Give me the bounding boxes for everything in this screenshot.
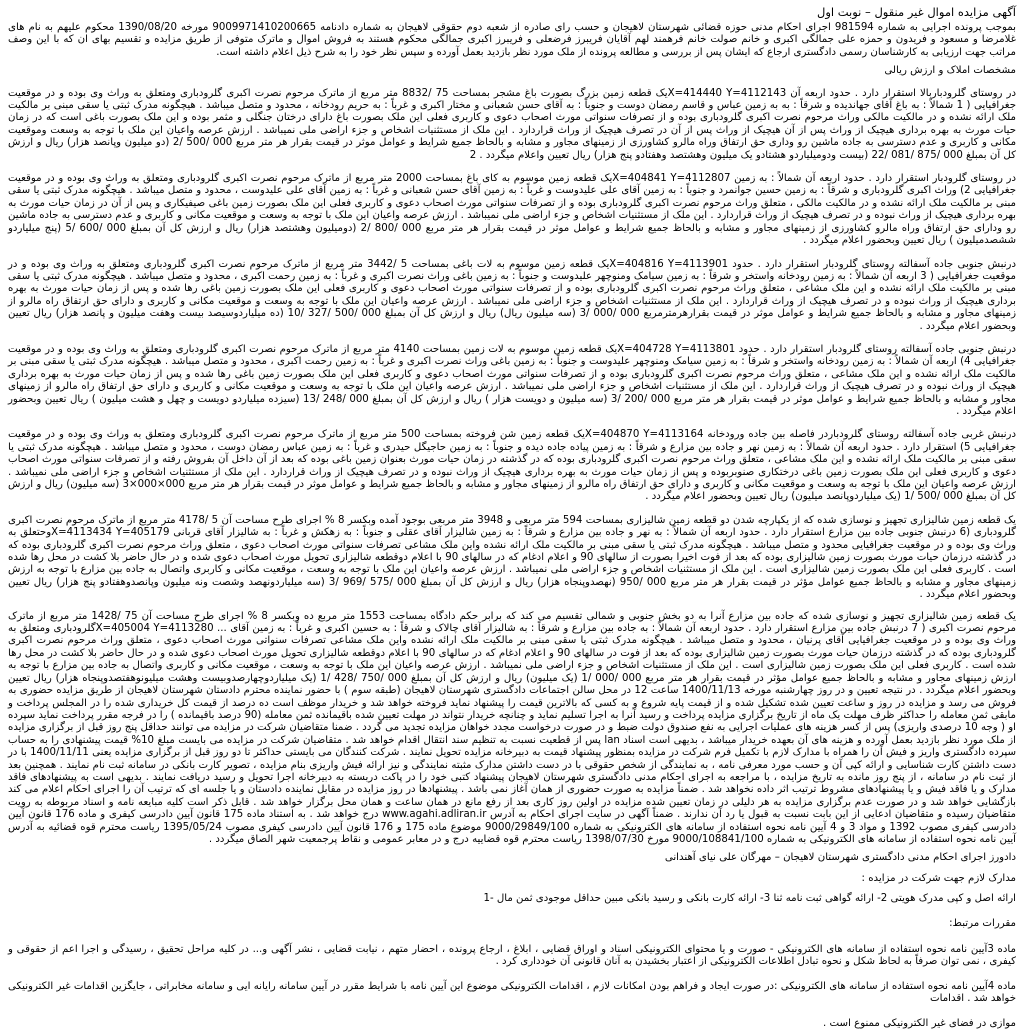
specs-heading: مشخصات املاک و ارزش ریالی bbox=[884, 65, 1016, 77]
property-item-3: درنبش جنوبی جاده آسفالته روستای گلرودبار استقرار دارد . حدود X=404816 Y=4113901یک قطعه زمین موسوم به لات باغی بمساحت 5 /3442 متر مربع از ماترک مرحوم نصرت اکبری گلرودباری ومتعلق به وراث وی بوده و در موقعیت جغرافیایی ( 3 اربعه آن شمالاً : به زمین رودخانه واستخر و شرقاً : به زمین سیامک ومنوچهر علیدوست و جنوباً : به زمین باغی وراث نصرت اکبری و غرباً : به زمین رحمت اکبری ، محدود و متصل میباشد . هیچگونه مدرک ثبتی یا سقی مبنی بر مالکیت ملک ارائه نشده و این ملک مشاعی ، متعلق وراث مرحوم نصرت اکبری گلرودباری بوده و از تصرفات سنواتی مورث اصحاب دعوی و کاربری فعلی این ملک بصورت زمین باغی رها شده و پس از زمان حیات مورث به بهره برداری هیچیک از وراث نبوده و در تصرف هیچیک از وراث قراردارد . این ملک از مستثنیات اشخاص و جزء اراضی ملی نمیباشد . ارزش عرصه واعیان این ملک با توجه به وسعت و موقعیت مکانی و کاربری و دارای حق ارتفاق راه مالرو از زمینهای مجاور و مشابه و بالحاظ جمیع شرایط و عوامل موثر در قیمت بقرارهرمترمربع 000 /000 /3 (سه میلیون ریال) ریال و ارزش کل آن بمبلغ 000 /500 /327 /10 (ده میلیاردوسیصد بیست وهفت میلیون و پانصد هزار) ریال تعیین وبحضور اعلام میگردد . bbox=[8, 258, 1017, 332]
regulation-article-4: ماده 4آیین نامه نحوه استفاده از سامانه های الکترونیکی :در صورت ایجاد و فراهم بودن امکانات لازم ، اقدامات الکترونیکی موضوع این آیین نامه با شرایط مقرر در آیین سامانه رایانه ایی و سامانه مخابراتی ، جایگزین اقدامات غیر الکترونیکی خواهد شد . اقدامات bbox=[8, 980, 1016, 1005]
notice-title: آگهی مزایده اموال غیر منقول – نوبت اول bbox=[816, 5, 1016, 19]
regulations-heading: مقررات مرتبط: bbox=[949, 917, 1016, 929]
property-item-7: یک قطعه زمین شالیزاری تجهیز و نوسازی شده که جاده بین مزارع آنرا به دو بخش جنوبی و شمالی تقسیم می کند که برابر حکم دادگاه بمساحت 1553 متر مربع ده وبکسر 8 % اجرای طرح مساحت آن 75 /1428 متر مربع از ماترک مرحوم نصرت اکبری ( 7 درنبش جاده بین مزارع استقرار دارد . حدود اربعه آن شمالاً : به جاده بین مزارع و شرقاً : به شالیزار آقای چالاک و شرقاً : به حسین اکبری و غرباً : به زمین آقای ... X=405004 Y=4113280گلرودباری ومتعلق به وراث وی بوده و در موقعیت جغرافیایی آقای پرنیان ، محدود و متصل میباشد . هیچگونه مدرک ثبتی یا سقی مبنی بر مالکیت ملک ارائه نشده واین ملک مشاعی تصرفات سنواتی مورث اصحاب دعوی ، متعلق وراث مرحوم نصرت اکبری گلرودباری بوده که در گذشته درزمان حیات مورث بصورت زمین شالیزاری بوده که بعد از فوت در سالهای 90 و اعلام ادغام که در سالهای 90 با اعلام دوقطعه شالیزاری تحویل مورث اصحاب دعوی شده و در حال حاضر بلا کشت در محل رها شده است . کاربری فعلی این ملک بصورت زمین شالیزاری است . این ملک از مستثنیات اشخاص و جزء اراضی ملی نمیباشد . ارزش عرصه واعیان این ملک با توجه به وسعت ، موقعیت مکانی و کاربری واتصال به جاده بین مزارع با توجه به ارزش زمینهای مجاور و مشابه و بالحاظ جمیع عوامل مؤثر در قیمت بقرار هر متر مربع 000 /000 /1 (یک میلیون) ریال و ارزش کل آن بمبلغ 000 /750 /428 /1 (یک میلیاردوچهارصدوبیست وهشت میلیونوهفتصدوپنجاه هزار) ریال تعیین وبحضور اعلام میگردد . در نتیجه تعیین و در روز چهارشنبه مورخه 1400/11/13 ساعت 12 در محل سالن اجتماعات دادگستری شهرستان لاهیجان (طبقه سوم ) با حضور نماینده محترم دادستان شهرستان لاهیجان از طریق مزایده حضوری به فروش می رسد و مزایده در روز و ساعت تعیین شده تشکیل شده و از قیمت پایه شروع و به کسی که بالاترین قیمت را پیشنهاد نماید فروخته خواهد شد و خریدار موظف است ده درصد از قیمت کل خریداری شده را در المجلس پرداخت و مابقی ثمن معامله را حداکثر ظرف مهلت یک ماه از تاریخ برگزاری مزایده پرداخت و رسید آنرا به اجرا تسلیم نماید و چنانچه خریدار نتواند در مهلت تعیین شده باقیمانده ثمن معامله (90 درصد باقیمانده ) را در فرجه مقرر پرداخت نماید سپرده او ( وجه 10 درصدی واریزی) پس از کسر هزینه های عملیات اجرایی به نفع صندوق دولت ضبط و در صورت درخواست مجدد خواهان مزایده تجدید می گردد . ضمنا متقاضیان شرکت در مزایده می توانند حداقل پنج روز قبل از برگزاری مزایده از ملک مورد نظر بازدید بعمل آورده و هزینه های آن بعهده خریدار میباشد ، بدیهی است اسناد lan پس از قطعیت نسبت به تنظیم سند انتقال اقدام خواهد شد . متقاضیان شرکت در مزایده می بایست مبلغ 10% قیمت پیشنهادی را به حساب سپرده دادگستری واریز و فیش آن را همراه با مدارک لازم با تکمیل فرم شرکت در مزایده بمنظور پیشنهاد قیمت به دبیرخانه مزایده تحویل نمایند . شرکت کنندگان می بایستی حداکثر تا دو روز قبل از برگزاری مزایده یعنی 1400/11/11 با در دست داشتن کارت شناسایی و ارائه کپی آن و حسب مورد معرفی نامه ، به نمایندگی از شخص حقوقی با در دست داشتن مدارک مثبته نمایندگی و نیز ارائه فیش واریزی بنام مزایده ، تصویر کارت بانکی در سامانه ثبت نام نمایند . همچنین بعد از ثبت نام در سامانه ، از پنج روز مانده به تاریخ مزایده ، با مراجعه به اجرای احکام مدنی دادگستری شهرستان لاهیجان پیشنهاد کتبی خود را در پاکت دربسته به دبیرخانه اجرا تحویل و رسید دریافت نمایند . بدیهی است به پیشنهادهای فاقد مدارک و یا فاقد فیش و یا پیشنهادهای مشروط ترتیب اثر داده نخواهد شد . ضمناً مزایده به صورت حضوری از همان آغاز نمی باشد . پیشنهادها در روز مزایده در مقابل نماینده دادستان و یا جلسه ای که ترتیب آن را اجرای احکام اعلام می کند بازگشایی خواهد شد و در صورت عدم برگزاری مزایده به هر دلیلی در زمان تعیین شده مزایده در اولین روز کاری بعد از رفع مانع در همان ساعت و همان محل برگزار خواهد شد . قابل ذکر است کلیه مبایعه نامه و اسناد مربوطه به رویت متقاضیان رسیده و متقاضیان ادعایی از این بابت نسبت به قبول یا رد آن ندارند . ضمناً آگهی در سایت اجرای احکام به آدرس www.agahi.adliran.ir درج خواهد شد . به استناد ماده 175 قانون آیین دادرسی کیفری و ماده 176 قانون آیین دادرسی کیفری مصوب 1392 و مواد 3 و 4 آیین نامه نحوه استفاده از سامانه های الکترونیکی به شماره 9000/29849/100 موضوع ماده 175 و 176 قانون آیین دادرسی کیفری مصوب 1395/05/24 ریاست محترم قوه قضائیه به آدرس آیین نامه نحوه استفاده از سامانه های الکترونیکی به شماره 9000/108841/100 مورخ 1398/07/30 ریاست محترم قوه قضاییه درج و در معابر عمومی و نقاط پرجمعیت شهر الصاق میگردد . bbox=[8, 610, 1017, 845]
regulation-article-3: ماده 3آیین نامه نحوه استفاده از سامانه های الکترونیکی - صورت و یا محتوای الکترونیکی اسناد و اوراق قضایی ، ابلاغ ، ارجاع پرونده ، احضار متهم ، نیابت قضایی ، نشر آگهی و... در کلیه مراحل تحقیق ، رسیدگی و اجرا اعم از حقوقی و کیفری ، نمی توان صرفاً به لحاظ شکل و نحوه تبادل اطلاعات الکترونیکی از اعتبار بخشیدن به آنان قانونی آن خودداری کرد . bbox=[8, 944, 1016, 968]
signature-line: دادورز اجرای احکام مدنی دادگستری شهرستان لاهیجان – مهرگان علی نیای آهندانی bbox=[664, 852, 1016, 864]
regulation-article-4-continued: موازی در فضای غیر الکترونیکی ممنوع است . bbox=[823, 1017, 1016, 1029]
property-item-1: در روستای گلرودبار‌بالا استقرار دارد . حدود اربعه آن X=414440 Y=4112143یک قطعه زمین بزرگ بصورت باغ مشجر بمساحت 75 /8832 متر مربع از ماترک مرحوم نصرت اکبری گلرودباری ومتعلق به وراث وی بوده و در موقعیت جغرافیایی ( 1 شمالاً : به باغ آقای جهانديده و شرقاً : به به زمین عباس و قاسم رمضان دوست و جنوباً : به آقای حسن شعبانی و مختار اکبری و غرباً : به حریم رودخانه ، محدود و متصل میباشد . هیچگونه مدرک ثبتی یا سقی مبنی بر مالکیت ملک ارائه نشده و در مالکیت مالکی وراث مرحوم نصرت اکبری گلرودباری بوده و از تصرفات سنواتی مورث اصحاب دعوی و کاربری فعلی این ملک بصورت باغ دارای درختان جنگلی و مثمر بوده و این ملک بصورت باغی است که در زمان حیات مورث به بهره برداری هیچیک از وراث پس از آن هیچیک از وراث پس از آن در تصرف هیچیک از وراث قراردارد . این ملک از مستثنیات اشخاص و جزء اراضی ملی نمیباشد . ارزش عرصه واعیان این ملک با توجه به وسعت وموقعیت مکانی و کاربری و عدم دسترسی به جاده ماشین رو وداری حق ارتفاق وراه مالرو کشاورزی از زمینهای مجاور و مشابه و بالحاظ جمیع شرایط و عوامل موثر در قیمت بقرار هر متر مربع 000 /500 /2 (دو میلیون وپانصد هزار) ریال و ارزش کل آن بمبلغ 000 /875 /081 /22 (بیست ودومیلیاردو هشتادو یک میلیون وهشتصد وهفتادو پنج هزار) ریال تعیین واعلام میگردد . 2 bbox=[8, 87, 1017, 161]
property-item-5: درنبش غربی جاده آسفالته روستای گلرودباردر فاصله بین جاده ورودخانه X=404870 Y=4113164یک قطعه زمین شن فروخته بمساحت 500 متر مربع از ماترک مرحوم نصرت اکبری گلرودباری ومتعلق به وراث وی بوده و در موقعیت جغرافیایی 5) استقرار دارد . حدود اربعه آن شمالاً : به زمین نهر و جاده بین مزارع و شرقاً : به زمین پیاده جاده دیده و جنوباً : به زمین حاجیگل حیدری و غرباً : به زمین عباس رمضان دوست ، محدود و متصل میباشد . هیچگونه مدرک ثبتی یا سقی مبنی بر مالکیت ملک ارائه نشده و این ملک مشاعی ، متعلق وراث مرحوم نصرت اکبری گلرودباری بوده که در گذشته در زمان حیات مورث بعنوان زمین باغی بوده که بعد از آن داخل آن بفروش رفته و از تصرفات سنواتی مورث اصحاب دعوی و کاربری فعلی این ملک بصورت زمین باغی درختکاری صنوبربوده و پس از زمان حیات مورث به بهره برداری هیچیک از وراث نبوده و در تصرف هیچیک از وراث قراردارد . این ملک از مستثنیات اشخاص و جزء اراضی ملی نمیباشد . ارزش عرصه واعیان این ملک با توجه به وسعت و موقعیت مکانی و کاربری و دارای حق ارتفاق راه مالرو از زمینهای مجاور و مشابه و بالحاظ جمیع شرایط و عوامل موثر در قیمت بقرار هر متر مربع 000×000×3 (سه میلیون) ریال و ارزش کل آن بمبلغ 000 /500 /1 (یک میلیاردوپانصد میلیون) ریال تعیین وبحضور اعلام میگردد . bbox=[8, 429, 1016, 503]
requirements-list: ارائه اصل و کپی مدرک هویتی 2- ارائه گواهی ثبت نامه ثنا 3- ارائه کارت بانکی و رسید بانکی مبین حداقل موجودی ثمن مال -1 bbox=[483, 893, 1016, 905]
property-item-2: در روستای گلرودبار استقرار دارد . حدود اربعه آن شمالاً : به زمین X=404841 Y=4112807یک قطعه زمین موسوم به کای باغ بمساحت 2000 متر مربع از ماترک مرحوم نصرت اکبری گلرودباری ومتعلق به وراث وی بوده و در موقعیت جغرافیایی 2) وراث اکبری گلرودباری و شرقاً : به زمین حسین جوانمرد و جنوباً : به زمین آقای علی علیدوست و غرباً : به زمین آقای حسن شعبانی و غرباً : به زمین آقای علی علیدوست ، محدود و متصل میباشد . هیچگونه مدرک ثبتی یا سقی مبنی بر مالکیت ملک ارائه نشده و در مالکیت مالکی ، متعلق وراث مرحوم نصرت اکبری گلرودباری بوده و از تصرفات سنواتی مورث اصحاب دعوی و کاربری فعلی این ملک بصورت زمین باغی صیفیکاری و پس از آن در زمان حیات مورث به بهره برداری هیچیک از وراث نبوده و در تصرف هیچیک از وراث قراردارد . این ملک از مستثنیات اشخاص و جزء اراضی ملی نمیباشد . ارزش عرصه واعیان این ملک با توجه به وسعت و موقعیت مکانی و کاربری و عدم دسترسی به جاده ماشین رو ودارای حق ارتفاق وراه مالرو کشاورزی از زمینهای مجاور و مشابه و بالحاظ جمیع شرایط و عوامل موثر در قیمت بقرار هر متر مربع 000 /800 /2 (دومیلیون وهشتصد هزار) ریال و ارزش کل آن بمبلغ 000 /600 /5 (پنج میلیاردو ششصدمیلیون ) ریال تعیین وبحضور اعلام میگردد . bbox=[8, 173, 1017, 247]
property-item-6: یک قطعه زمین شالیزاری تجهیز و نوسازی شده که از یکپارچه شدن دو قطعه زمین شالیزاری بمساحت 594 متر مربعی و 3948 متر مربعی بوجود آمده وبکسر 8 % اجرای طرح مساحت آن 5 /4178 متر مربع از ماترک مرحوم نصرت اکبری گلرودباری (6 درنبش جنوبی جاده بین مزارع استقرار دارد . حدود اربعه آن شمالاً : به نهر و جاده بین مزارع و شرقاً : به زمین شالیزار آقای عقلی و جنوباً : به زهکش و غرباً : به شالیزار آقای قربانی X=4113434 Y=405179وحتعلق به وراث وی بوده و در موقعیت جغرافیایی محدود و متصل میباشد . هیچگونه مدرک ثبتی یا سقی مبنی بر مالکیت ملک ارائه نشده واین ملک مشاعی تصرفات سنواتی مورث اصحاب دعوی ، متعلق وراث مرحوم نصرت اکبری گلرودباری بوده که در گذشته درزمان حیات مورث بصورت زمین شالیزاری بوده که بعد از فوت اخیرا بصورت از سالهای 90 و اعلام ادغام که در سالهای 90 با اعلام دوقطعه شالیزاری تحویل مورث اصحاب دعوی شده و در حال حاضر بلا کشت در محل رها شده است . کاربری فعلی این ملک بصورت زمین شالیزاری است . این ملک از مستثنیات اشخاص و جزء اراضی ملی نمیباشد . ارزش عرصه واعیان این ملک با توجه به وسعت ، موقعیت مکانی و کاربری واتصال به جاده بین مزارع با توجه به ارزش زمینهای مجاور و مشابه و بالحاظ جمیع عوامل مؤثر در قیمت بقرار هر متر مربع 000 /950 (نهصدوپنجاه هزار) ریال و ارزش کل آن بمبلغ 000 /575 /969 /3 (سه میلیاردونهصد وشصت ونه میلیون وپانصدوهفتادو پنج هزار) ریال تعیین وبحضور اعلام میگردد . bbox=[8, 514, 1017, 601]
notice-intro: بموجب پرونده اجرایی به شماره 981594 اجرای احکام مدنی حوزه قضائی شهرستان لاهیجان و حسب رای صادره از شعبه دوم حقوقی لاهیجان به شماره دادنامه 9009971410200665 مورخه 1390/08/20 محکوم علیهم به نام های غلامرضا و مسعود و فریدون و حمزه علی جمالگی اکبری و خانم صولت خانم فرهمند لهم آقایان فریبرز فرضعلی و فریبرز اکبری جمالگی محکوم هستند به فروش اموال و ماترک متوفی از طریق مزایده و تقسیم بهای ان که با این وصف مراتب جهت ارزیابی به کارشناسان رسمی دادگستری ارجاع که ایشان پس از بررسی و مطالعه پرونده از ملک مورد نظر بازدید بعمل آورده و سپس نظر خود را به شرح ذیل اعلام داشته است. bbox=[8, 22, 1016, 58]
property-item-4: درنبش جنوبی جاده آسفالته روستای گلرودبار استقرار دارد . حدود X=404728 Y=4113801یک قطعه زمین موسوم به لات زمین بمساحت 4140 متر مربع از ماترک مرحوم نصرت اکبری گلرودباری ومتعلق به وراث وی بوده و در موقعیت جغرافیایی 4) اربعه آن شمالاً : به زمین رودخانه واستخر و شرقاً : به زمین سیامک ومنوچهر علیدوست و جنوباً : به زمین باغی وراث نصرت اکبری و غرباً : به زمین رحمت اکبری ، محدود و متصل میباشد . هیچگونه مدرک ثبتی یا سقی مبنی بر مالکیت ملک ارائه نشده و این ملک مشاعی ، متعلق وراث مرحوم نصرت اکبری گلرودباری بوده و از تصرفات سنواتی مورث اصحاب دعوی و کاربری فعلی این ملک بصورت زمین باغی رها شده و پس از زمان حیات مورث به بهره برداری هیچیک از وراث نبوده و در تصرف هیچیک از وراث قراردارد . این ملک از مستثنیات اشخاص و جزء اراضی ملی نمیباشد . ارزش عرصه واعیان این ملک با توجه به وسعت و موقعیت مکانی و کاربری و دارای حق ارتفاق راه مالرو از زمینهای مجاور و مشابه و بالحاظ جمیع شرایط و عوامل موثر در قیمت بقرار هر متر مربع 000 /200 /3 (سه میلیون و دویست هزار ) ریال و ارزش کل آن بمبلغ 000 /248 /13 (سیزده میلیاردو دویست و چهل و هشت میلیون ) ریال تعیین وبحضور اعلام میگردد . bbox=[8, 343, 1017, 417]
requirements-heading: مدارک لازم جهت شرکت در مزایده : bbox=[861, 872, 1016, 884]
